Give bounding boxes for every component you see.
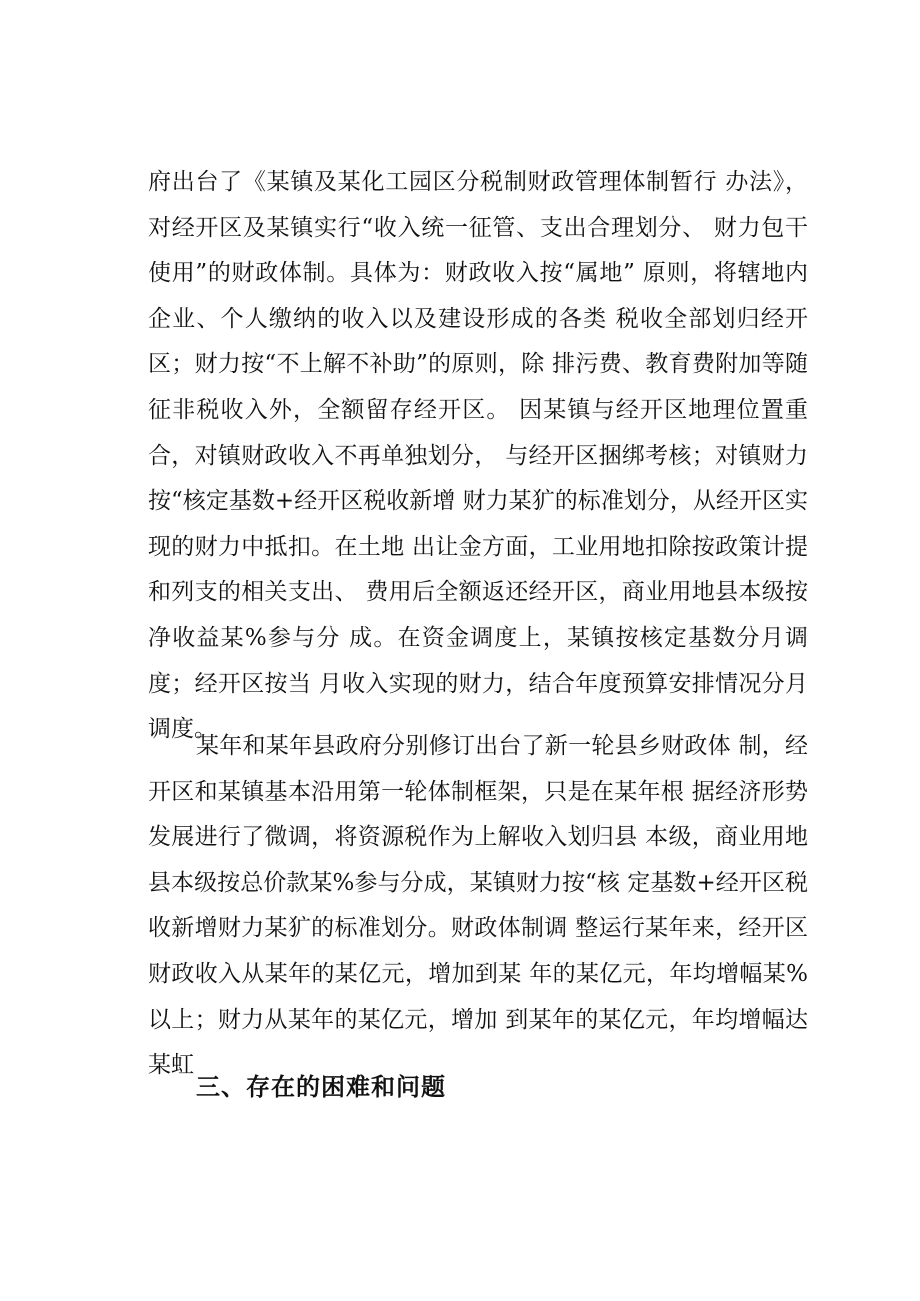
paragraph-fiscal-system: 府出台了《某镇及某化工园区分税制财政管理体制暂行 办法》，对经开区及某镇实行“收入统一征管、支出合理划分、 财力包干使用”的财政体制。具体为：财政收入按“属地” 原则，将辖地内企业、个人缴纳的收入以及建设形成的各类 税收全部划归经开区；财力按“不上解不补助”的原则，除 排污费、教育费附加等随征非税收入外，全额留存经开区。 因某镇与经开区地理位置重合，对镇财政收入不再单独划分， 与经开区捆绑考核；对镇财力按“核定基数+经开区税收新增 财力某犷的标准划分，从经开区实现的财力中抵扣。在土地 出让金方面，工业用地扣除按政策计提和列支的相关支出、 费用后全额返还经开区，商业用地县本级按净收益某%参与分 成。在资金调度上，某镇按核定基数分月调度；经开区按当 月收入实现的财力，结合年度预算安排情况分月调度。 <box>148 169 808 743</box>
section-heading: 三、存在的困难和问题 <box>196 1073 446 1101</box>
paragraph-revision: 某年和某年县政府分别修订出台了新一轮县乡财政体 制，经开区和某镇基本沿用第一轮体制框架，只是在某年根 据经济形势发展进行了微调，将资源税作为上解收入划归县 本级，商业用地县本级按总价款某%参与分成，某镇财力按“核 定基数+经开区税收新增财力某犷的标准划分。财政体制调 整运行某年来，经开区财政收入从某年的某亿元，增加到某 年的某亿元，年均增幅某%以上；财力从某年的某亿元，增加 到某年的某亿元，年均增幅达某虹 <box>148 733 808 1079</box>
